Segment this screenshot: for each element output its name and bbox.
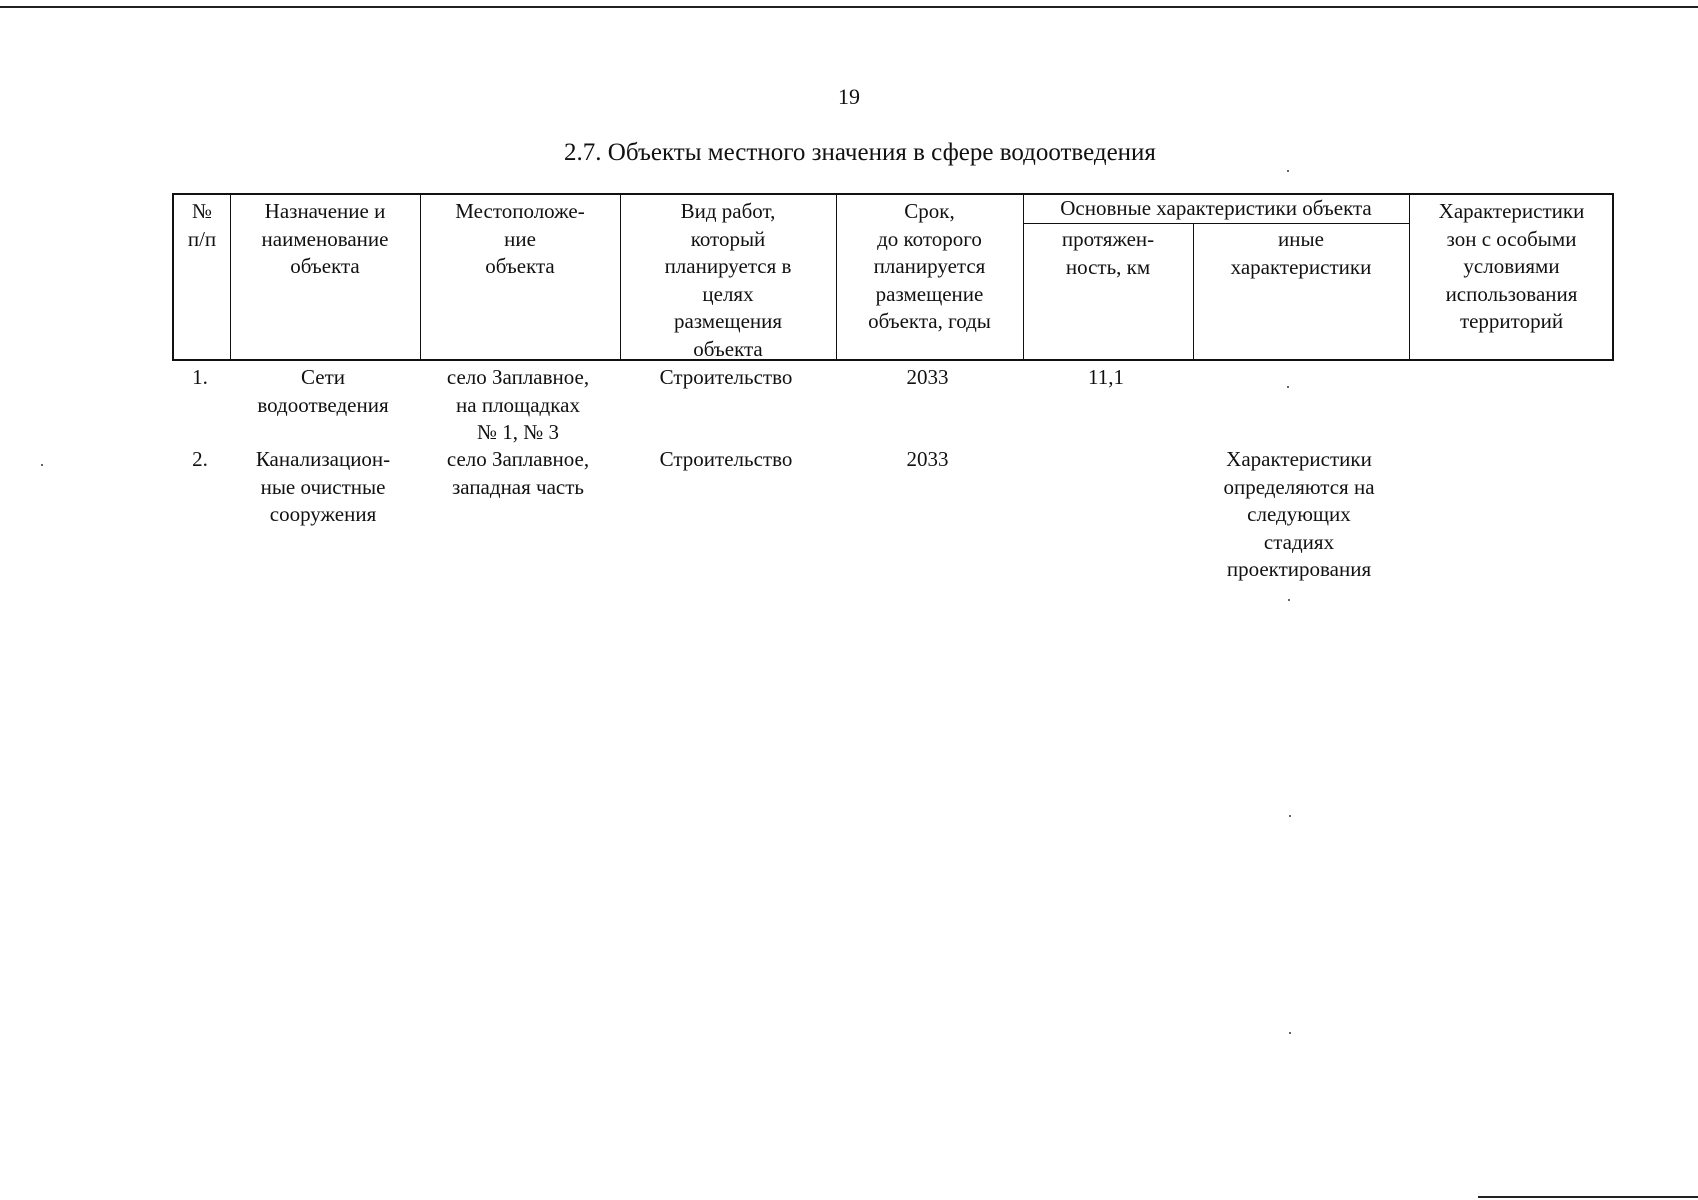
group-divider [1023, 223, 1409, 224]
work-type: Строительство [659, 365, 793, 389]
header-deadline: Срок, до которого планируется размещение объекта, годы [868, 199, 991, 333]
header-work-type: Вид работ, который планируется в целях размещения объекта [664, 199, 792, 361]
bottom-border-line [1478, 1196, 1698, 1198]
header-main-characteristics: Основные характеристики объекта [1060, 196, 1372, 220]
row-number: 2. [192, 447, 208, 471]
object-location: село Заплавное, на площадках № 1, № 3 [446, 365, 590, 444]
work-type: Строительство [659, 447, 793, 471]
scan-speck [1288, 599, 1290, 601]
scan-speck [1287, 170, 1289, 172]
table-header [172, 193, 1614, 361]
header-other-characteristics: иные характеристики [1230, 227, 1372, 279]
top-border-line [0, 6, 1698, 8]
other-characteristics: Характеристики определяются на следующих стадиях проектирования [1223, 447, 1375, 581]
scan-speck [41, 464, 43, 466]
scan-speck [1289, 815, 1291, 817]
header-location: Местоположе- ние объекта [455, 199, 585, 278]
page-number: 19 [838, 84, 860, 109]
section-title: 2.7. Объекты местного значения в сфере водоотведения [564, 139, 1156, 166]
scan-speck [1287, 386, 1289, 388]
header-zones: Характеристики зон с особыми условиями использования территорий [1438, 199, 1585, 333]
deadline-year: 2033 [906, 365, 949, 389]
row-number: 1. [192, 365, 208, 389]
object-location: село Заплавное, западная часть [446, 447, 590, 499]
scan-speck [1289, 1032, 1291, 1034]
object-name: Сети водоотведения [257, 365, 389, 417]
header-length: протяжен- ность, км [1061, 227, 1155, 279]
header-num: № п/п [187, 199, 217, 251]
header-name: Назначение и наименование объекта [261, 199, 389, 278]
deadline-year: 2033 [906, 447, 949, 471]
length-km: 11,1 [1088, 365, 1124, 389]
object-name: Канализацион- ные очистные сооружения [255, 447, 391, 526]
